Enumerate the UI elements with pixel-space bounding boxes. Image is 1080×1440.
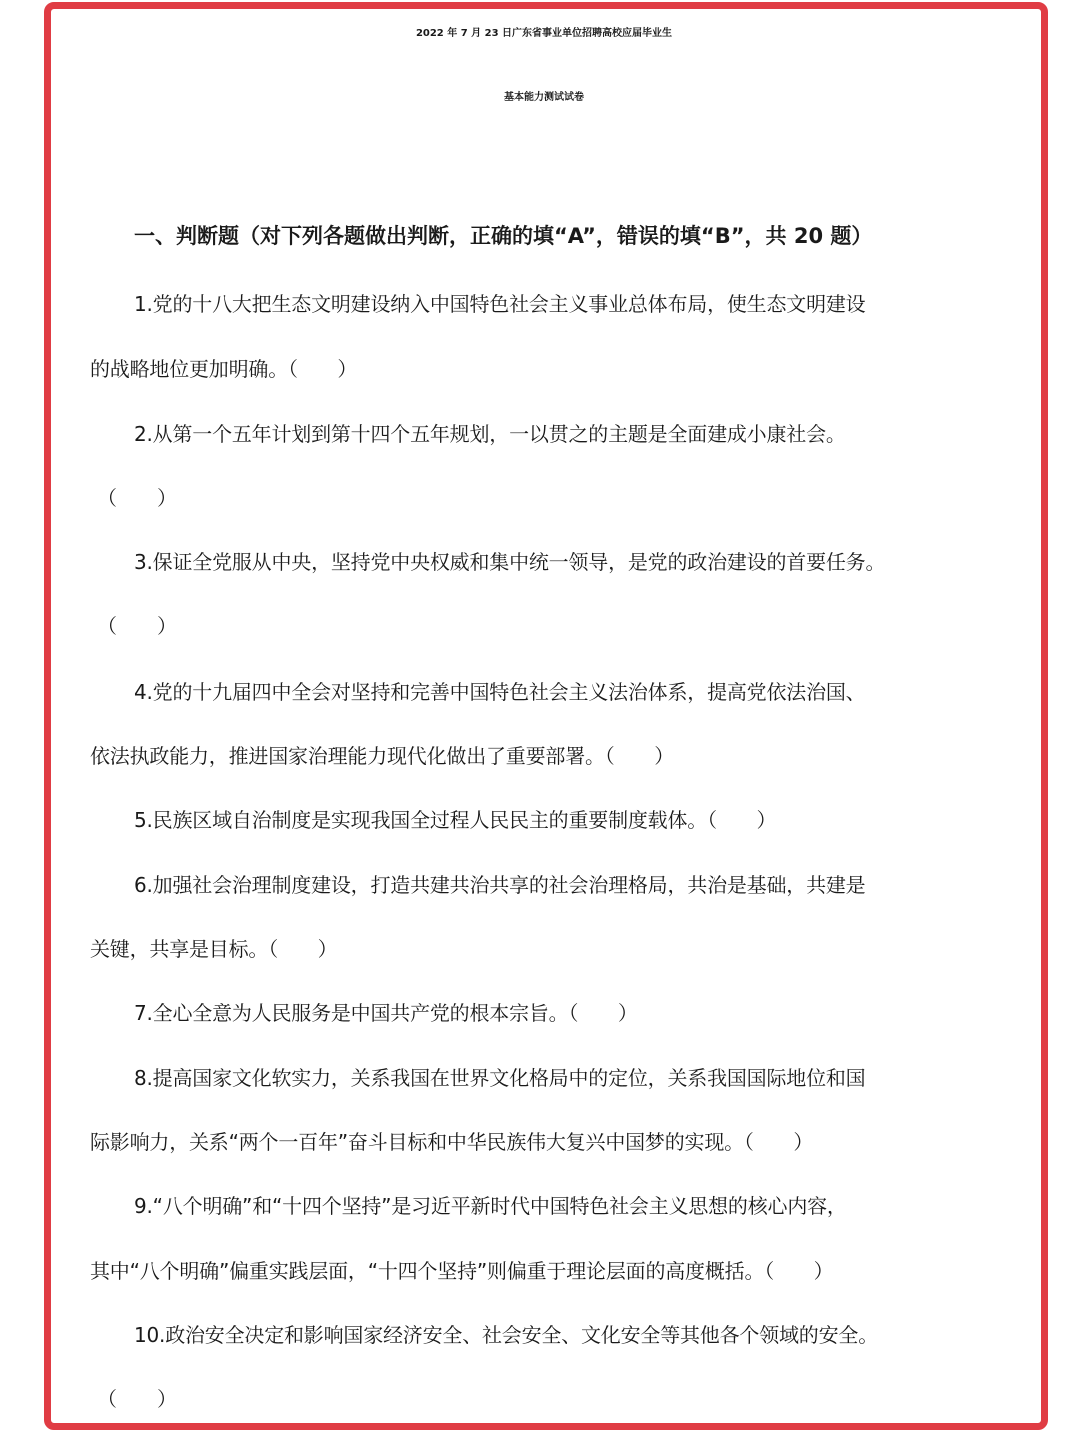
question-7-line1: 7.全心全意为人民服务是中国共产党的根本宗旨。（ ） [134,1001,638,1025]
exam-title-line1: 2022 年 7 月 23 日广东省事业单位招聘高校应届毕业生 [415,28,673,39]
question-5-line1: 5.民族区域自治制度是实现我国全过程人民民主的重要制度载体。（ ） [134,808,777,832]
question-1-line1: 1.党的十八大把生态文明建设纳入中国特色社会主义事业总体布局，使生态文明建设 [134,292,866,316]
question-3-line1: 3.保证全党服从中央，坚持党中央权威和集中统一领导，是党的政治建设的首要任务。 [134,550,886,574]
question-6-line2: 关键，共享是目标。（ ） [90,937,338,961]
question-8-line1: 8.提高国家文化软实力，关系我国在世界文化格局中的定位，关系我国国际地位和国 [134,1066,866,1090]
question-9-line2: 其中“八个明确”偏重实践层面，“十四个坚持”则偏重于理论层面的高度概括。（ ） [90,1259,834,1283]
question-2-line1: 2.从第一个五年计划到第十四个五年规划，一以贯之的主题是全面建成小康社会。 [134,422,846,446]
question-9-line1: 9.“八个明确”和“十四个坚持”是习近平新时代中国特色社会主义思想的核心内容， [134,1194,847,1218]
question-8-line2: 际影响力，关系“两个一百年”奋斗目标和中华民族伟大复兴中国梦的实现。（ ） [90,1130,814,1154]
question-6-line1: 6.加强社会治理制度建设，打造共建共治共享的社会治理格局，共治是基础，共建是 [134,873,866,897]
question-4-line2: 依法执政能力，推进国家治理能力现代化做出了重要部署。（ ） [90,744,674,768]
question-1-line2: 的战略地位更加明确。（ ） [90,357,358,381]
question-10-line1: 10.政治安全决定和影响国家经济安全、社会安全、文化安全等其他各个领域的安全。 [134,1323,879,1347]
question-3-answer-blank: （ ） [97,614,177,638]
question-2-answer-blank: （ ） [97,486,177,510]
question-10-answer-blank: （ ） [97,1387,177,1411]
exam-title-line2: 基本能力测试试卷 [504,92,584,103]
section-heading: 一、判断题（对下列各题做出判断，正确的填“A”，错误的填“B”，共 20 题） [134,224,873,248]
question-4-line1: 4.党的十九届四中全会对坚持和完善中国特色社会主义法治体系，提高党依法治国、 [134,680,866,704]
